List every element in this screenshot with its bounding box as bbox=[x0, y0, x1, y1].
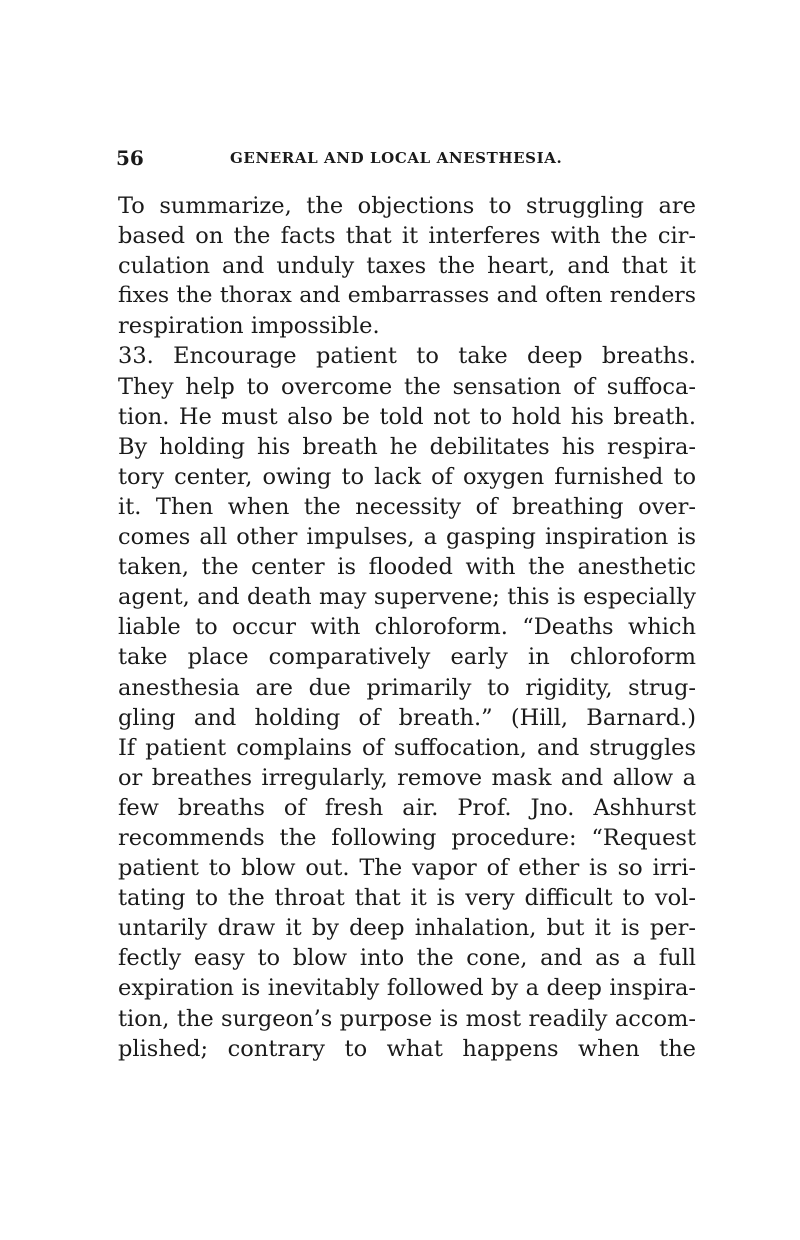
text-line: If patient complains of suffocation, and struggles bbox=[118, 734, 696, 761]
text-line: liable to occur with chloroform. “Deaths which bbox=[118, 614, 696, 641]
text-line: untarily draw it by deep inhalation, but it is per- bbox=[118, 915, 696, 942]
text-line: recommends the following procedure: “Request bbox=[118, 824, 696, 851]
text-line: based on the facts that it interferes with the cir- bbox=[118, 223, 696, 250]
text-line: it. Then when the necessity of breathing over- bbox=[118, 493, 696, 520]
text-line: or breathes irregularly, remove mask and allow a bbox=[118, 764, 696, 791]
text-line: tory center, owing to lack of oxygen furnished to bbox=[118, 463, 696, 490]
text-line: taken, the center is flooded with the anesthetic bbox=[118, 554, 696, 581]
running-head bbox=[116, 146, 696, 170]
text-line: By holding his breath he debilitates his respira- bbox=[118, 433, 696, 460]
text-line: tion. He must also be told not to hold his breath. bbox=[118, 403, 696, 430]
text-line: agent, and death may supervene; this is especially bbox=[118, 584, 696, 611]
text-line: comes all other impulses, a gasping inspiration is bbox=[118, 524, 696, 551]
text-line: tating to the throat that it is very difficult to vol- bbox=[118, 885, 696, 912]
text-line: 33. Encourage patient to take deep breaths. bbox=[118, 343, 696, 370]
text-line: expiration is inevitably followed by a deep inspira- bbox=[118, 975, 696, 1002]
text-line: fixes the thorax and embarrasses and often renders bbox=[118, 283, 696, 309]
text-line: They help to overcome the sensation of suffoca- bbox=[118, 373, 696, 400]
running-title: GENERAL AND LOCAL ANESTHESIA. bbox=[230, 149, 563, 167]
text-line: patient to blow out. The vapor of ether is so irri- bbox=[118, 855, 696, 882]
text-line: gling and holding of breath.” (Hill, Barnard.) bbox=[118, 704, 696, 731]
text-line: take place comparatively early in chloroform bbox=[118, 644, 696, 671]
text-line: few breaths of fresh air. Prof. Jno. Ashhurst bbox=[118, 794, 696, 821]
text-line: respiration impossible. bbox=[118, 313, 380, 340]
page-number: 56 bbox=[116, 146, 144, 170]
text-line: tion, the surgeon’s purpose is most readily accom- bbox=[118, 1005, 696, 1032]
body-text bbox=[118, 191, 696, 1064]
text-line: plished; contrary to what happens when the bbox=[118, 1035, 696, 1062]
text-line: To summarize, the objections to struggling are bbox=[118, 193, 696, 219]
text-line: culation and unduly taxes the heart, and that it bbox=[118, 253, 696, 280]
text-line: fectly easy to blow into the cone, and as a full bbox=[118, 945, 696, 972]
text-line: anesthesia are due primarily to rigidity, strug- bbox=[118, 674, 696, 701]
